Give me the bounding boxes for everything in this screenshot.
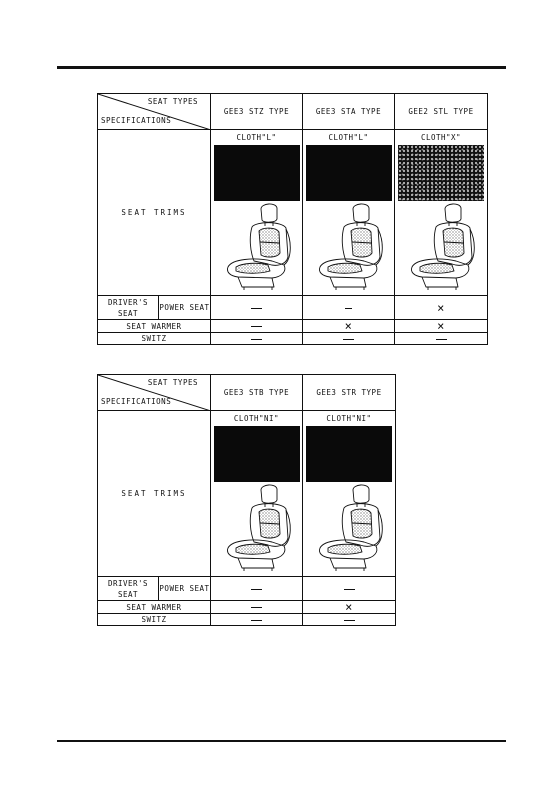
dash-mark <box>436 339 447 340</box>
bottom-rule <box>57 740 506 742</box>
type-header: GEE3 STA TYPE <box>303 94 395 130</box>
dash-mark <box>344 620 355 621</box>
car-seat-icon <box>214 482 300 574</box>
trim-cell <box>303 411 396 577</box>
dash-mark <box>251 620 262 621</box>
x-mark: × <box>395 296 488 320</box>
power-seat-label: POWER SEAT <box>159 296 211 320</box>
trim-cell <box>211 411 303 577</box>
fabric-swatch <box>306 145 392 201</box>
dash-mark <box>343 339 354 340</box>
type-header: GEE3 STB TYPE <box>211 375 303 411</box>
value-cell <box>211 614 303 626</box>
power-seat-label: POWER SEAT <box>159 577 211 601</box>
fabric-name: CLOTH"NI" <box>326 414 372 423</box>
type-header: GEE3 STR TYPE <box>303 375 396 411</box>
corner-header <box>98 94 211 130</box>
seat-trims-label: SEAT TRIMS <box>98 411 211 577</box>
value-cell <box>211 320 303 333</box>
dash-mark <box>251 308 262 309</box>
type-header: GEE3 STZ TYPE <box>211 94 303 130</box>
top-rule <box>57 66 506 69</box>
seat-trims-label: SEAT TRIMS <box>98 130 211 296</box>
seat-spec-table-1 <box>97 93 488 345</box>
dash-mark <box>251 339 262 340</box>
dash-mark <box>251 589 262 590</box>
value-cell <box>211 296 303 320</box>
value-cell <box>211 333 303 345</box>
dash-mark <box>345 308 352 309</box>
seat-warmer-label: SEAT WARMER <box>98 601 211 614</box>
specifications-label: SPECIFICATIONS <box>101 397 172 406</box>
fabric-name: CLOTH"X" <box>420 133 462 142</box>
trim-cell <box>395 130 488 296</box>
x-mark: × <box>303 601 396 614</box>
fabric-name: CLOTH"L" <box>328 133 369 142</box>
specifications-label: SPECIFICATIONS <box>101 116 172 125</box>
trim-cell <box>211 130 303 296</box>
car-seat-icon <box>398 201 484 293</box>
dash-mark <box>344 589 355 590</box>
drivers-seat-label: DRIVER'S SEAT <box>98 577 159 601</box>
dash-mark <box>251 607 262 608</box>
dash-mark <box>251 326 262 327</box>
seat-warmer-label: SEAT WARMER <box>98 320 211 333</box>
x-mark: × <box>395 320 488 333</box>
seat-spec-table-2 <box>97 374 396 626</box>
drivers-seat-label: DRIVER'S SEAT <box>98 296 159 320</box>
car-seat-icon <box>214 201 300 293</box>
switz-label: SWITZ <box>98 333 211 345</box>
type-header: GEE2 STL TYPE <box>395 94 488 130</box>
car-seat-icon <box>306 201 392 293</box>
value-cell <box>303 333 395 345</box>
value-cell <box>303 614 396 626</box>
value-cell <box>211 577 303 601</box>
switz-label: SWITZ <box>98 614 211 626</box>
seat-types-label: SEAT TYPES <box>147 97 198 106</box>
corner-header <box>98 375 211 411</box>
car-seat-icon <box>306 482 392 574</box>
value-cell <box>395 333 488 345</box>
trim-cell <box>303 130 395 296</box>
seat-types-label: SEAT TYPES <box>147 378 198 387</box>
fabric-swatch <box>306 426 392 482</box>
value-cell <box>303 296 395 320</box>
fabric-swatch <box>214 426 300 482</box>
x-mark: × <box>303 320 395 333</box>
fabric-swatch <box>214 145 300 201</box>
fabric-name: CLOTH"NI" <box>233 414 280 423</box>
value-cell <box>303 577 396 601</box>
value-cell <box>211 601 303 614</box>
fabric-name: CLOTH"L" <box>236 133 277 142</box>
fabric-swatch <box>398 145 484 201</box>
